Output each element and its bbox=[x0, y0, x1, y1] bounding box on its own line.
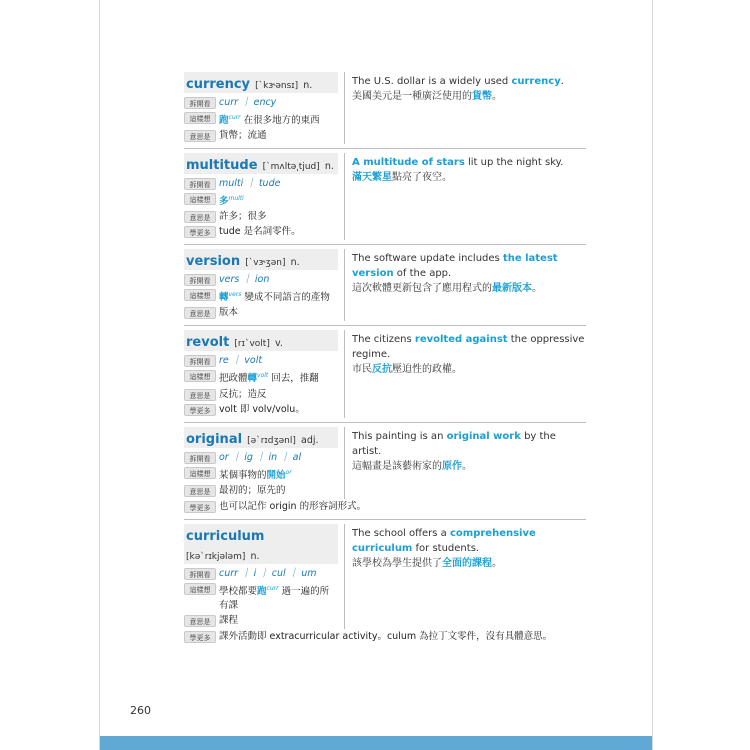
meaning: 反抗；造反 bbox=[219, 388, 267, 400]
pronunciation: [ˋvɝʒən] bbox=[245, 258, 286, 269]
entry-version bbox=[184, 245, 586, 326]
example-chinese: 市民反抗壓迫性的政權。 bbox=[352, 364, 462, 376]
entry-original bbox=[184, 423, 586, 520]
mnemonic: 學校都要跑$^{curr}$ 過一遍的所有課 bbox=[219, 584, 330, 611]
meaning-tag: 意思是 bbox=[184, 307, 216, 319]
meaning-tag: 意思是 bbox=[184, 389, 216, 401]
dictionary-page bbox=[99, 0, 653, 750]
more-tag: 學更多 bbox=[184, 226, 216, 238]
example-english: The citizens revolted against the oppressive regime. bbox=[352, 334, 585, 361]
more-info: tude 是名詞零件。 bbox=[219, 226, 301, 238]
headword: revolt bbox=[186, 335, 230, 351]
more-info: 也可以記作 origin 的形容詞形式。 bbox=[219, 500, 367, 512]
headword: curriculum bbox=[186, 528, 265, 544]
entry-headword bbox=[184, 72, 338, 93]
split-tag: 拆開看 bbox=[184, 355, 216, 367]
meaning-tag: 意思是 bbox=[184, 211, 216, 223]
entry-list bbox=[184, 68, 586, 649]
example-chinese: 滿天繁星點亮了夜空。 bbox=[352, 172, 452, 184]
image-tag: 這樣想 bbox=[184, 193, 216, 205]
word-parts: or ｜ ig ｜ in ｜ al bbox=[219, 451, 302, 463]
entry-headword bbox=[184, 153, 338, 174]
image-tag: 這樣想 bbox=[184, 112, 216, 124]
meaning: 最初的；原先的 bbox=[219, 484, 286, 496]
pronunciation: [rɪˋvolt] bbox=[234, 339, 270, 350]
pronunciation: [ˋkɝənsɪ] bbox=[255, 81, 299, 91]
word-parts: multi ｜ tude bbox=[219, 178, 281, 190]
meaning-tag: 意思是 bbox=[184, 615, 216, 627]
image-tag: 這樣想 bbox=[184, 583, 216, 595]
part-of-speech: adj. bbox=[301, 434, 319, 446]
mnemonic: 跑$^{curr}$ 在很多地方的東西 bbox=[219, 114, 320, 127]
entry-curriculum bbox=[184, 520, 586, 649]
more-info: volt 即 volv/volu。 bbox=[219, 403, 305, 415]
word-parts: curr ｜ i ｜ cul ｜ um bbox=[219, 567, 317, 579]
entry-multitude bbox=[184, 149, 586, 245]
example bbox=[345, 524, 586, 629]
split-tag: 拆開看 bbox=[184, 568, 216, 580]
image-tag: 這樣想 bbox=[184, 467, 216, 479]
example-chinese: 該學校為學生提供了全面的課程。 bbox=[352, 557, 502, 569]
word-parts: re ｜ volt bbox=[219, 355, 263, 367]
example bbox=[345, 330, 586, 417]
example-english: The software update includes the latest version of the app. bbox=[352, 253, 558, 280]
word-parts: curr ｜ ency bbox=[219, 97, 277, 108]
entry-currency bbox=[184, 68, 586, 149]
entry-headword bbox=[184, 249, 338, 270]
example-english: The U.S. dollar is a widely used currency. bbox=[352, 76, 564, 87]
part-of-speech: n. bbox=[250, 550, 260, 562]
meaning: 許多；很多 bbox=[219, 211, 267, 223]
pronunciation: [kəˋrɪkjələm] bbox=[186, 551, 246, 562]
more-info: 課外活動即 extracurricular activity。culum 為拉丁文零件，沒有具體意思。 bbox=[219, 630, 553, 642]
page-number: 260 bbox=[130, 704, 151, 717]
part-of-speech: n. bbox=[290, 257, 300, 269]
split-tag: 拆開看 bbox=[184, 97, 216, 109]
pronunciation: [ˋmʌltə͵tjud] bbox=[262, 162, 320, 173]
image-tag: 這樣想 bbox=[184, 370, 216, 382]
mnemonic: 把政體轉$^{volt}$ 回去，推翻 bbox=[219, 372, 319, 385]
footer-bar bbox=[100, 736, 652, 750]
more-tag: 學更多 bbox=[184, 404, 216, 416]
example bbox=[345, 72, 586, 144]
meaning-tag: 意思是 bbox=[184, 130, 216, 142]
entry-headword bbox=[184, 427, 338, 448]
headword: currency bbox=[186, 77, 251, 92]
more-tag: 學更多 bbox=[184, 501, 216, 513]
example-english: The school offers a comprehensive curriculum for students. bbox=[352, 527, 536, 554]
meaning: 貨幣；流通 bbox=[219, 130, 267, 142]
meaning: 課程 bbox=[219, 614, 239, 626]
example-chinese: 這幅畫是該藝術家的原作。 bbox=[352, 460, 472, 472]
headword: original bbox=[186, 431, 243, 447]
example-english: This painting is an original work by the artist. bbox=[352, 430, 556, 457]
example bbox=[345, 427, 586, 499]
meaning-tag: 意思是 bbox=[184, 485, 216, 497]
mnemonic: 轉$^{vers}$ 變成不同語言的產物 bbox=[219, 291, 330, 304]
example bbox=[345, 153, 586, 240]
entry-headword bbox=[184, 330, 338, 351]
mnemonic: 某個事物的開始$^{or}$ bbox=[219, 468, 292, 481]
meaning: 版本 bbox=[219, 307, 239, 319]
split-tag: 拆開看 bbox=[184, 178, 216, 190]
mnemonic: 多$^{multi}$ bbox=[219, 195, 244, 208]
example bbox=[345, 249, 586, 321]
entry-headword bbox=[184, 524, 338, 564]
example-chinese: 美國美元是一種廣泛使用的貨幣。 bbox=[352, 91, 502, 102]
headword: version bbox=[186, 254, 241, 270]
part-of-speech: n. bbox=[303, 80, 313, 91]
part-of-speech: n. bbox=[324, 161, 334, 173]
image-tag: 這樣想 bbox=[184, 289, 216, 301]
example-chinese: 這次軟體更新包含了應用程式的最新版本。 bbox=[352, 283, 542, 295]
example-english: A multitude of stars lit up the night sky. bbox=[352, 157, 564, 169]
headword: multitude bbox=[186, 158, 258, 174]
pronunciation: [əˋrɪdʒənl] bbox=[247, 435, 296, 446]
entry-revolt bbox=[184, 326, 586, 422]
part-of-speech: v. bbox=[274, 338, 283, 350]
more-tag: 學更多 bbox=[184, 631, 216, 643]
split-tag: 拆開看 bbox=[184, 452, 216, 464]
split-tag: 拆開看 bbox=[184, 274, 216, 286]
word-parts: vers ｜ ion bbox=[219, 274, 270, 286]
